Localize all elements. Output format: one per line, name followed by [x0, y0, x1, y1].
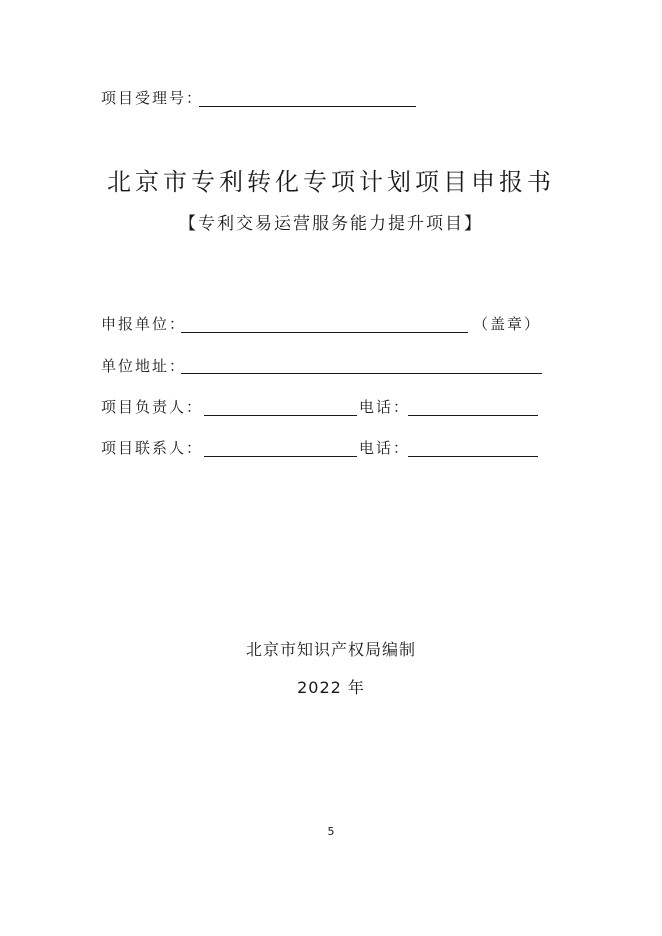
- contact-phone-field[interactable]: [408, 456, 538, 457]
- seal-note: （盖章）: [473, 315, 542, 333]
- document-subtitle: 【专利交易运营服务能力提升项目】: [179, 214, 483, 234]
- leader-phone-field[interactable]: [408, 415, 538, 416]
- applicant-unit-label: 申报单位：: [101, 315, 187, 333]
- acceptance-number-label: 项目受理号：: [101, 89, 204, 107]
- project-leader-field[interactable]: [204, 415, 357, 416]
- project-contact-field[interactable]: [204, 456, 357, 457]
- acceptance-number-field[interactable]: [199, 106, 416, 107]
- leader-phone-label: 电话：: [359, 398, 411, 416]
- page-number: 5: [327, 825, 335, 838]
- unit-address-field[interactable]: [181, 373, 542, 374]
- year-text: 2022 年: [297, 678, 365, 697]
- project-contact-label: 项目联系人：: [101, 439, 204, 457]
- applicant-unit-field[interactable]: [181, 332, 468, 333]
- contact-phone-label: 电话：: [359, 439, 411, 457]
- document-title: 北京市专利转化专项计划项目申报书: [107, 168, 555, 196]
- compiler-text: 北京市知识产权局编制: [245, 640, 416, 659]
- project-leader-label: 项目负责人：: [101, 398, 204, 416]
- unit-address-label: 单位地址：: [101, 357, 187, 375]
